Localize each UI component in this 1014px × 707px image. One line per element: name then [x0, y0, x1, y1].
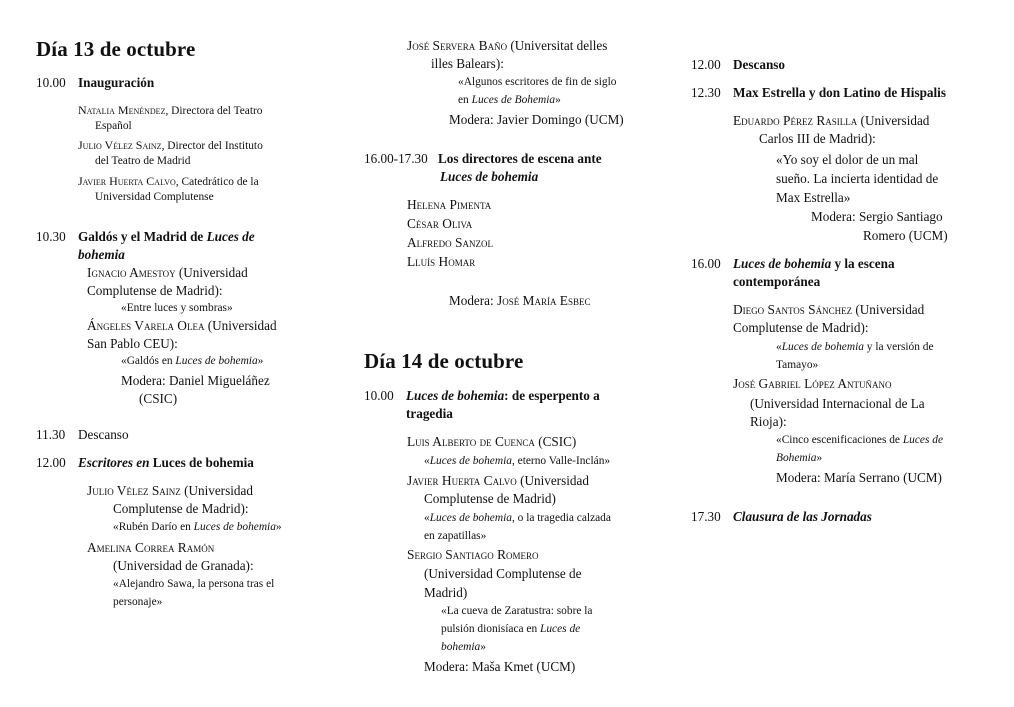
speaker-affiliation: (Universidad Complutense de [424, 566, 582, 581]
session-title-italic: Luces de bohemia [406, 388, 505, 403]
speaker-name: Luis Alberto de Cuenca [407, 434, 535, 449]
session-title: Inauguración [78, 75, 155, 90]
session-time: 11.30 [36, 427, 66, 442]
session-title: Max Estrella y don Latino de Hispalis [733, 85, 946, 100]
speaker-name: Julio Vélez Sainz [87, 483, 181, 498]
session-title-cont: bohemia [78, 247, 125, 262]
speaker-affiliation: (Universidad de Granada): [113, 558, 254, 573]
speaker-line [78, 103, 263, 118]
talk-title [776, 341, 934, 353]
speaker-line [733, 302, 924, 318]
speaker-affiliation: (Universidad [852, 302, 925, 317]
speaker-name: Julio Vélez Sainz [78, 138, 162, 152]
speaker-affiliation-cont: Complutense de Madrid) [424, 491, 556, 506]
speaker-line [407, 434, 576, 450]
speaker-affiliation-cont: Complutense de Madrid): [113, 501, 249, 516]
talk-title-text: » [257, 355, 264, 367]
talk-title [121, 355, 263, 367]
talk-title-cont [776, 452, 822, 464]
speaker-line [87, 265, 248, 281]
talk-title-text: «Cinco escenificaciones de [776, 434, 903, 446]
moderator [449, 293, 591, 309]
session-descanso-2 [691, 57, 785, 73]
speaker-line [733, 113, 929, 129]
speaker-affiliation: (Universidad Internacional de La [750, 396, 925, 411]
speaker-affiliation: (Universidad [204, 318, 277, 333]
talk-title-text: , eterno Valle-Inclán» [511, 455, 611, 467]
speaker-name: Eduardo Pérez Rasilla [733, 113, 858, 128]
speaker-affiliation-cont: illes Balears): [431, 56, 504, 71]
talk-title-cont: sueño. La incierta identidad de [776, 171, 939, 186]
talk-title-italic: Luces de bohemia [429, 455, 512, 467]
session-title-cont: Luces de bohemia [440, 169, 539, 184]
speaker-affiliation-cont: Complutense de Madrid): [87, 283, 223, 298]
session-escena [691, 256, 895, 272]
speaker-affiliation: (Universitat delles [507, 38, 608, 53]
session-time: 10.00 [364, 388, 394, 403]
session-esperpento [364, 388, 600, 404]
session-galdos [36, 229, 255, 245]
session-directores [364, 151, 602, 167]
session-title-italic: Escritores en [78, 455, 153, 470]
talk-title-italic: bohemia [441, 641, 481, 653]
talk-title: «Entre luces y sombras» [121, 302, 233, 314]
talk-title-cont: personaje» [113, 596, 163, 608]
moderator: Modera: Javier Domingo (UCM) [449, 112, 624, 127]
talk-title-text: » [480, 641, 486, 653]
session-time: 17.30 [691, 509, 721, 524]
talk-title-text: en [458, 94, 472, 106]
session-time: 16.00 [691, 256, 721, 271]
session-title: : de esperpento a [504, 388, 600, 403]
speaker-line [733, 376, 892, 392]
talk-title-text: «Rubén Darío en [113, 521, 194, 533]
talk-title-italic: Luces de bohemia [193, 521, 276, 533]
speaker-affiliation: (Universidad [516, 473, 589, 488]
session-title: Descanso [78, 427, 129, 442]
speaker-affiliation-cont: Complutense de Madrid): [733, 320, 869, 335]
session-time: 10.30 [36, 229, 66, 244]
talk-title-cont [441, 623, 580, 635]
speaker-name: Ángeles Varela Olea [87, 318, 205, 333]
session-title: Luces de bohemia [152, 455, 254, 470]
talk-title-italic: Luces de bohemia [175, 355, 258, 367]
session-time: 12.00 [691, 57, 721, 72]
day-heading: Día 13 de octubre [36, 37, 196, 61]
speaker-line [407, 547, 539, 563]
session-title-italic: Luces de [206, 229, 255, 244]
talk-title: «Yo soy el dolor de un mal [776, 152, 919, 167]
talk-title-italic: Luces de Bohemia [471, 94, 556, 106]
session-title-cont: tragedia [406, 406, 453, 421]
moderator-cont: (CSIC) [139, 391, 178, 406]
session-title-cont: contemporánea [733, 274, 821, 289]
speaker-line [78, 138, 263, 153]
talk-title-italic: Luces de [902, 434, 944, 446]
session-clausura [691, 509, 872, 525]
moderator: Modera: María Serrano (UCM) [776, 470, 942, 485]
talk-title-italic: Bohemia [776, 452, 817, 464]
speaker-affiliation: (Universidad [857, 113, 930, 128]
talk-title-italic: Luces de bohemia [781, 341, 864, 353]
speaker-affiliation: (Universidad [180, 483, 253, 498]
talk-title [424, 512, 611, 524]
director-name: Helena Pimenta [407, 197, 492, 212]
session-descanso [36, 427, 129, 443]
session-time: 16.00-17.30 [364, 151, 428, 166]
speaker-name: José Servera Baño [407, 38, 508, 53]
moderator: Modera: Maša Kmet (UCM) [424, 659, 576, 674]
speaker-role-cont: Español [95, 120, 132, 132]
talk-title [776, 434, 943, 446]
speaker-name: Javier Huerta Calvo [407, 473, 517, 488]
day-heading: Día 14 de octubre [364, 349, 524, 373]
talk-title-text: » [275, 521, 282, 533]
session-time: 12.00 [36, 455, 66, 470]
session-time: 10.00 [36, 75, 66, 90]
speaker-role: , Director del Instituto [161, 140, 263, 152]
speaker-line [87, 318, 277, 334]
director-name: César Oliva [407, 216, 473, 231]
session-title: y la escena [831, 256, 895, 271]
session-title-italic: Luces de bohemia [733, 256, 832, 271]
session-title: Clausura de las Jornadas [733, 509, 872, 524]
moderator: Modera: Daniel Migueláñez [121, 373, 270, 388]
speaker-name: Natalia Menéndez [78, 103, 166, 117]
session-inauguracion [36, 75, 154, 91]
talk-title-italic: Luces de [540, 623, 581, 635]
talk-title [113, 521, 282, 533]
speaker-affiliation: (CSIC) [534, 434, 577, 449]
speaker-line [407, 38, 607, 54]
speaker-name: Javier Huerta Calvo [78, 174, 176, 188]
talk-title-cont [458, 94, 561, 106]
talk-title-text: , o la tragedia calzada [511, 512, 611, 524]
speaker-name: José Gabriel López Antuñano [733, 376, 892, 391]
moderator-cont: Romero (UCM) [863, 228, 948, 243]
talk-title [424, 455, 610, 467]
speaker-name: Diego Santos Sánchez [733, 302, 853, 317]
talk-title-italic: Luces de bohemia [429, 512, 512, 524]
speaker-affiliation-cont: Carlos III de Madrid): [759, 131, 876, 146]
speaker-line [407, 473, 589, 489]
speaker-affiliation-cont: Madrid) [424, 585, 468, 600]
speaker-name: Sergio Santiago Romero [407, 547, 539, 562]
speaker-line [78, 174, 259, 189]
session-title: Los directores de escena ante [438, 151, 602, 166]
speaker-role: , Catedrático de la [175, 176, 259, 188]
speaker-line [87, 483, 253, 499]
talk-title-cont: Tamayo» [776, 359, 819, 371]
talk-title: «Algunos escritores de fin de siglo [458, 76, 617, 88]
talk-title-text: « [776, 341, 782, 353]
talk-title-text: « [424, 455, 430, 467]
speaker-affiliation-cont: San Pablo CEU): [87, 336, 178, 351]
talk-title-cont: en zapatillas» [424, 530, 487, 542]
session-escritores [36, 455, 254, 471]
speaker-role-cont: Universidad Complutense [95, 191, 214, 203]
talk-title-cont [441, 641, 486, 653]
speaker-name: Ignacio Amestoy [87, 265, 176, 280]
director-name: Lluís Homar [407, 254, 476, 269]
speaker-name: Amelina Correa Ramón [87, 540, 215, 555]
session-title: Galdós y el Madrid de [78, 229, 207, 244]
talk-title: «Alejandro Sawa, la persona tras el [113, 578, 275, 590]
speaker-role-cont: del Teatro de Madrid [95, 155, 191, 167]
session-title: Descanso [733, 57, 786, 72]
talk-title-text: » [555, 94, 561, 106]
talk-title-text: y la versión de [863, 341, 934, 353]
talk-title-text: » [816, 452, 823, 464]
moderator: Modera: Sergio Santiago [811, 209, 943, 224]
session-max-estrella [691, 85, 946, 101]
director-name: Alfredo Sanzol [407, 235, 493, 250]
speaker-role: , Directora del Teatro [165, 105, 263, 117]
speaker-affiliation: (Universidad [175, 265, 248, 280]
speaker-affiliation-cont: Rioja): [750, 414, 787, 429]
talk-title-text: pulsión dionisíaca en [441, 623, 541, 635]
speaker-line [87, 540, 214, 556]
talk-title-text: « [424, 512, 430, 524]
talk-title-text: «Galdós en [121, 355, 176, 367]
talk-title-cont: Max Estrella» [776, 190, 851, 205]
session-time: 12.30 [691, 85, 721, 100]
moderator-name: José María Esbec [496, 293, 591, 308]
moderator-label: Modera: [449, 293, 497, 308]
talk-title: «La cueva de Zaratustra: sobre la [441, 605, 593, 617]
